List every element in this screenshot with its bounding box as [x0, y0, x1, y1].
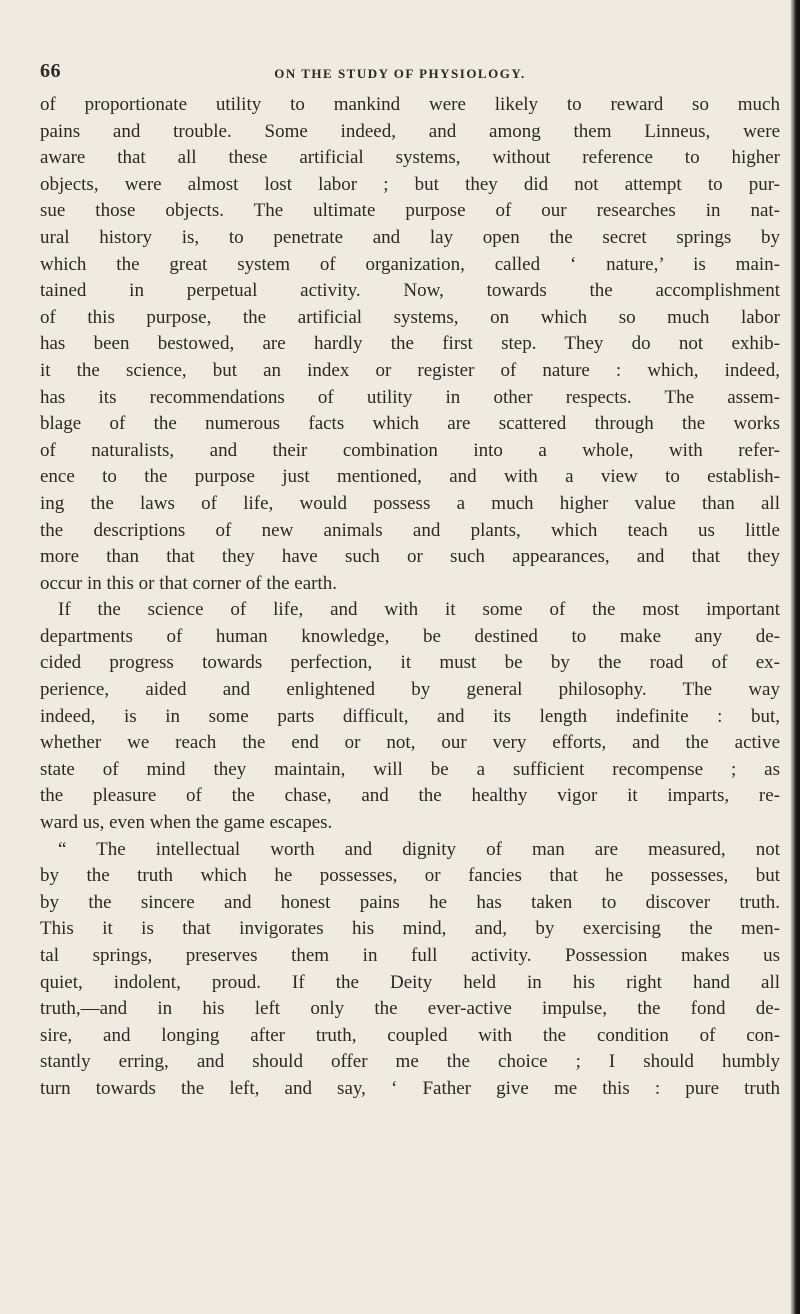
- text-line: has been bestowed, are hardly the first step. They do not exhib-: [40, 333, 780, 355]
- body-text: [40, 92, 780, 1103]
- text-line: more than that they have such or such appearances, and that they: [40, 546, 780, 568]
- text-line: “ The intellectual worth and dignity of man are measured, not: [58, 838, 780, 860]
- text-line: of naturalists, and their combination into a whole, with refer-: [40, 439, 780, 461]
- page-header: [40, 52, 760, 92]
- text-line: occur in this or that corner of the earth.: [40, 572, 338, 594]
- text-line: of this purpose, the artificial systems, on which so much labor: [40, 306, 780, 328]
- text-line: sue those objects. The ultimate purpose of our researches in nat-: [40, 200, 780, 222]
- text-line: by the sincere and honest pains he has taken to discover truth.: [40, 891, 780, 913]
- text-line: the descriptions of new animals and plants, which teach us little: [40, 519, 780, 541]
- text-line: ural history is, to penetrate and lay open the secret springs by: [40, 226, 780, 248]
- text-line: which the great system of organization, called ‘ nature,’ is main-: [40, 253, 780, 275]
- page-edge-shadow: [790, 0, 800, 1314]
- text-line: truth,—and in his left only the ever-active impulse, the fond de-: [40, 998, 780, 1020]
- text-line: state of mind they maintain, will be a sufficient recompense ; as: [40, 758, 780, 780]
- text-line: aware that all these artificial systems, without reference to higher: [40, 147, 780, 169]
- text-line: cided progress towards perfection, it must be by the road of ex-: [40, 652, 780, 674]
- text-line: blage of the numerous facts which are scattered through the works: [40, 413, 780, 435]
- text-line: departments of human knowledge, be destined to make any de-: [40, 625, 780, 647]
- text-line: ing the laws of life, would possess a much higher value than all: [40, 492, 780, 514]
- text-line: If the science of life, and with it some of the most important: [58, 599, 780, 621]
- text-line: quiet, indolent, proud. If the Deity held in his right hand all: [40, 971, 780, 993]
- text-line: ence to the purpose just mentioned, and with a view to establish-: [40, 466, 780, 488]
- text-line: indeed, is in some parts difficult, and its length indefinite : but,: [40, 705, 780, 727]
- text-line: has its recommendations of utility in other respects. The assem-: [40, 386, 780, 408]
- text-line: of proportionate utility to mankind were likely to reward so much: [40, 94, 780, 115]
- running-head: ON THE STUDY OF PHYSIOLOGY.: [274, 66, 526, 81]
- text-line: ward us, even when the game escapes.: [40, 812, 333, 834]
- text-line: pains and trouble. Some indeed, and among them Linneus, were: [40, 120, 780, 142]
- text-line: objects, were almost lost labor ; but they did not attempt to pur-: [40, 173, 780, 195]
- text-line: tained in perpetual activity. Now, towards the accomplishment: [40, 280, 780, 302]
- text-line: the pleasure of the chase, and the healthy vigor it imparts, re-: [40, 785, 780, 807]
- text-line: turn towards the left, and say, ‘ Father give me this : pure truth: [40, 1077, 780, 1099]
- text-line: stantly erring, and should offer me the choice ; I should humbly: [40, 1051, 780, 1073]
- text-line: This it is that invigorates his mind, and, by exercising the men-: [40, 918, 780, 940]
- text-line: tal springs, preserves them in full activity. Possession makes us: [40, 945, 780, 966]
- text-line: sire, and longing after truth, coupled with the condition of con-: [40, 1024, 780, 1046]
- text-line: it the science, but an index or register of nature : which, indeed,: [40, 359, 780, 381]
- text-line: whether we reach the end or not, our very efforts, and the active: [40, 732, 780, 754]
- text-line: perience, aided and enlightened by general philosophy. The way: [40, 679, 780, 701]
- text-line: by the truth which he possesses, or fancies that he possesses, but: [40, 865, 780, 887]
- page-number: 66: [40, 60, 61, 82]
